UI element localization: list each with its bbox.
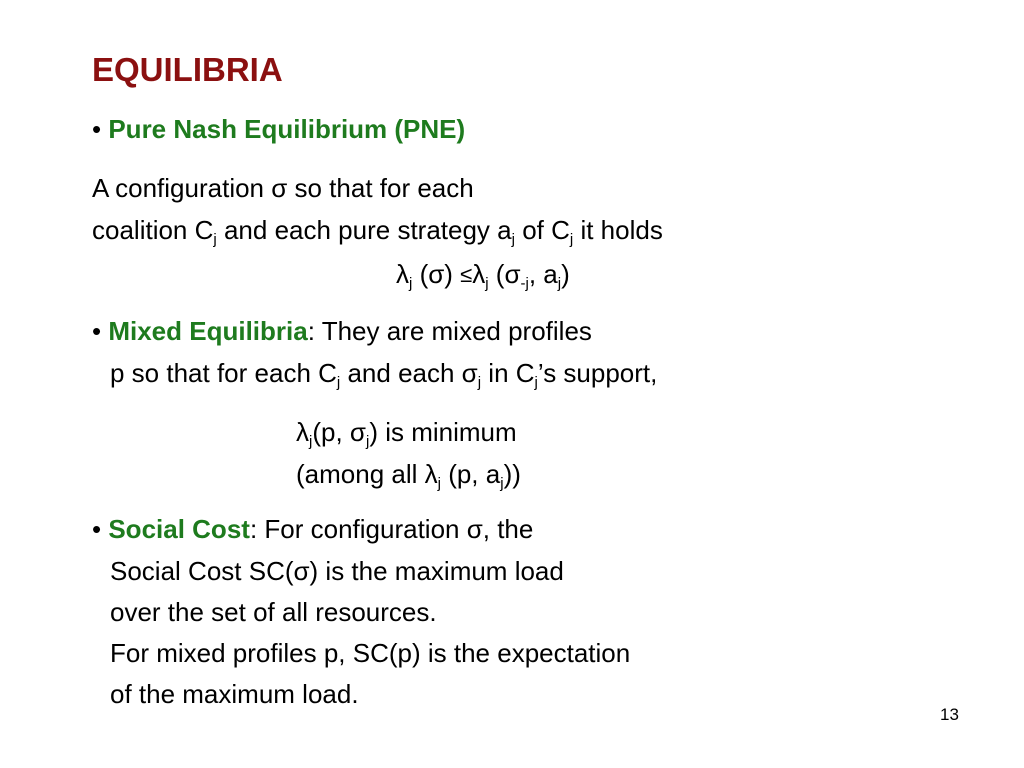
bullet-dot: •	[92, 114, 102, 144]
lambda-symbol: λ	[396, 259, 409, 289]
social-text-line: of the maximum load.	[110, 679, 359, 709]
subscript: j	[477, 374, 482, 391]
subscript: j	[437, 475, 441, 492]
text-part: and each σ	[340, 358, 478, 388]
social-heading: Social Cost	[108, 514, 250, 544]
social-text-line: Social Cost SC(σ) is the maximum load	[110, 556, 564, 586]
social-text-line: over the set of all resources.	[110, 597, 437, 627]
text-part: in C	[481, 358, 535, 388]
text-part: (p, σ	[312, 417, 366, 447]
text-part: , a	[528, 259, 558, 289]
subscript: j	[569, 231, 574, 248]
page-number: 13	[940, 705, 959, 724]
subscript: j	[511, 231, 515, 248]
bullet-dot: •	[92, 514, 102, 544]
text-part: (p, a	[440, 459, 501, 489]
text-part: it holds	[573, 215, 663, 245]
mixed-heading: Mixed Equilibria	[108, 316, 308, 346]
text-part: of C	[514, 215, 570, 245]
pne-text-line-1: A configuration σ so that for each	[92, 173, 474, 203]
text-part: p so that for each C	[110, 358, 337, 388]
bullet-dot: •	[92, 316, 102, 346]
subscript: -j	[520, 275, 529, 292]
leq-symbol: ≤	[460, 262, 473, 287]
text-part: ))	[503, 459, 521, 489]
mixed-bullet-line	[92, 315, 592, 347]
subscript: j	[534, 374, 538, 391]
pne-bullet-line	[92, 113, 465, 145]
text-part: (σ)	[412, 259, 461, 289]
subscript: j	[309, 433, 313, 450]
text-part: (among all λ	[296, 459, 438, 489]
subscript: j	[336, 374, 341, 391]
pne-formula	[396, 258, 570, 291]
text-part: ’s support,	[537, 358, 658, 388]
pne-text-line-2	[92, 214, 663, 246]
lambda-symbol: λ	[296, 417, 309, 447]
lambda-symbol: λ	[472, 259, 486, 289]
social-heading-rest: : For configuration σ, the	[249, 514, 534, 544]
text-part: coalition C	[92, 215, 214, 245]
social-text-line: For mixed profiles p, SC(p) is the expectation	[110, 638, 631, 668]
subscript: j	[213, 231, 217, 248]
text-part: (σ	[488, 259, 521, 289]
mixed-heading-rest: : They are mixed profiles	[307, 316, 592, 346]
subscript: j	[409, 275, 413, 292]
mixed-text-line-2	[110, 357, 657, 389]
text-part: )	[561, 259, 570, 289]
subscript: j	[365, 433, 370, 450]
text-part: and each pure strategy a	[216, 215, 512, 245]
text-part: ) is minimum	[369, 417, 517, 447]
social-bullet-line	[92, 513, 533, 545]
subscript: j	[485, 275, 489, 292]
pne-heading: Pure Nash Equilibrium (PNE)	[108, 114, 466, 144]
subscript: j	[500, 475, 504, 492]
subscript: j	[557, 275, 562, 292]
mixed-formula-2	[296, 458, 521, 490]
mixed-formula-1	[296, 416, 517, 448]
slide-title: EQUILIBRIA	[92, 51, 283, 88]
